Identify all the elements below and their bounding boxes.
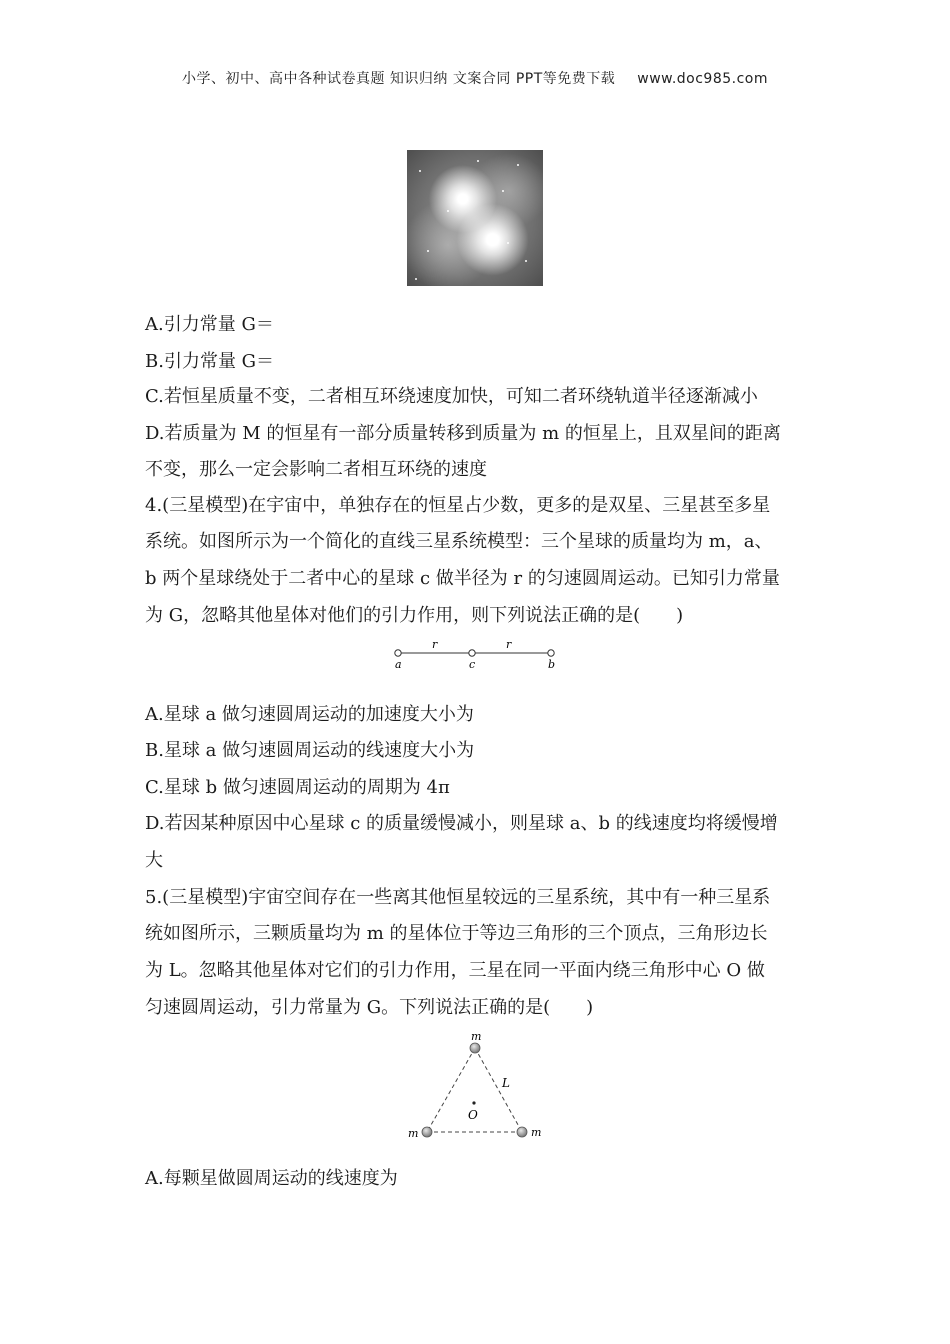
label-r-right: r [506, 638, 512, 651]
q4-option-a: A.星球 a 做匀速圆周运动的加速度大小为 [145, 704, 474, 725]
triangle-three-star-diagram [400, 1028, 550, 1146]
q3-option-a: A.引力常量 G＝ [145, 314, 274, 335]
q4-option-d-line1: D.若因某种原因中心星球 c 的质量缓慢减小，则星球 a、b 的线速度均将缓慢增 [145, 813, 778, 834]
center-point-O [472, 1101, 475, 1104]
label-b: b [548, 658, 556, 671]
q4-stem-line1: 4.(三星模型)在宇宙中，单独存在的恒星占少数，更多的是双星、三星甚至多星 [145, 495, 771, 516]
linear-three-star-diagram [390, 636, 560, 672]
side-right [475, 1048, 522, 1132]
label-O: O [468, 1108, 478, 1122]
label-m-left: m [408, 1127, 419, 1140]
q3-option-d-line1: D.若质量为 M 的恒星有一部分质量转移到质量为 m 的恒星上，且双星间的距离 [145, 423, 781, 444]
star-left [422, 1127, 432, 1137]
star-b-dot [548, 650, 554, 656]
q4-stem-line2: 系统。如图所示为一个简化的直线三星系统模型：三个星球的质量均为 m，a、 [145, 531, 773, 552]
q5-stem-line4: 匀速圆周运动，引力常量为 G。下列说法正确的是( ) [145, 997, 594, 1018]
q4-option-d-line2: 大 [145, 850, 163, 871]
q3-option-b: B.引力常量 G＝ [145, 351, 275, 372]
star-top [470, 1043, 480, 1053]
page-header [0, 68, 950, 88]
star-right [517, 1127, 527, 1137]
header-site-link[interactable]: www.doc985.com [637, 71, 769, 87]
label-r-left: r [432, 638, 438, 651]
q4-option-b: B.星球 a 做匀速圆周运动的线速度大小为 [145, 740, 475, 761]
star-a-dot [395, 650, 401, 656]
label-L: L [502, 1076, 510, 1090]
q5-stem-line2: 统如图所示，三颗质量均为 m 的星体位于等边三角形的三个顶点，三角形边长 [145, 923, 768, 944]
q3-option-c: C.若恒星质量不变，二者相互环绕速度加快，可知二者环绕轨道半径逐渐减小 [145, 386, 758, 407]
label-m-top: m [471, 1030, 482, 1043]
star-c-dot [469, 650, 475, 656]
q3-option-d-line2: 不变，那么一定会影响二者相互环绕的速度 [145, 459, 487, 480]
q4-stem-line3: b 两个星球绕处于二者中心的星球 c 做半径为 r 的匀速圆周运动。已知引力常量 [145, 568, 780, 589]
label-c: c [469, 658, 476, 671]
q5-stem-line3: 为 L。忽略其他星体对它们的引力作用，三星在同一平面内绕三角形中心 O 做 [145, 960, 765, 981]
q5-option-a: A.每颗星做圆周运动的线速度为 [145, 1168, 398, 1189]
q5-stem-line1: 5.(三星模型)宇宙空间存在一些离其他恒星较远的三星系统，其中有一种三星系 [145, 887, 771, 908]
q4-stem-line4: 为 G，忽略其他星体对他们的引力作用，则下列说法正确的是( ) [145, 605, 684, 626]
header-text: 小学、初中、高中各种试卷真题 知识归纳 文案合同 PPT等免费下载 [181, 71, 616, 87]
q4-option-c: C.星球 b 做匀速圆周运动的周期为 4π [145, 777, 450, 798]
label-m-right: m [531, 1126, 542, 1139]
binary-star-photo [407, 150, 543, 286]
label-a: a [395, 658, 402, 671]
